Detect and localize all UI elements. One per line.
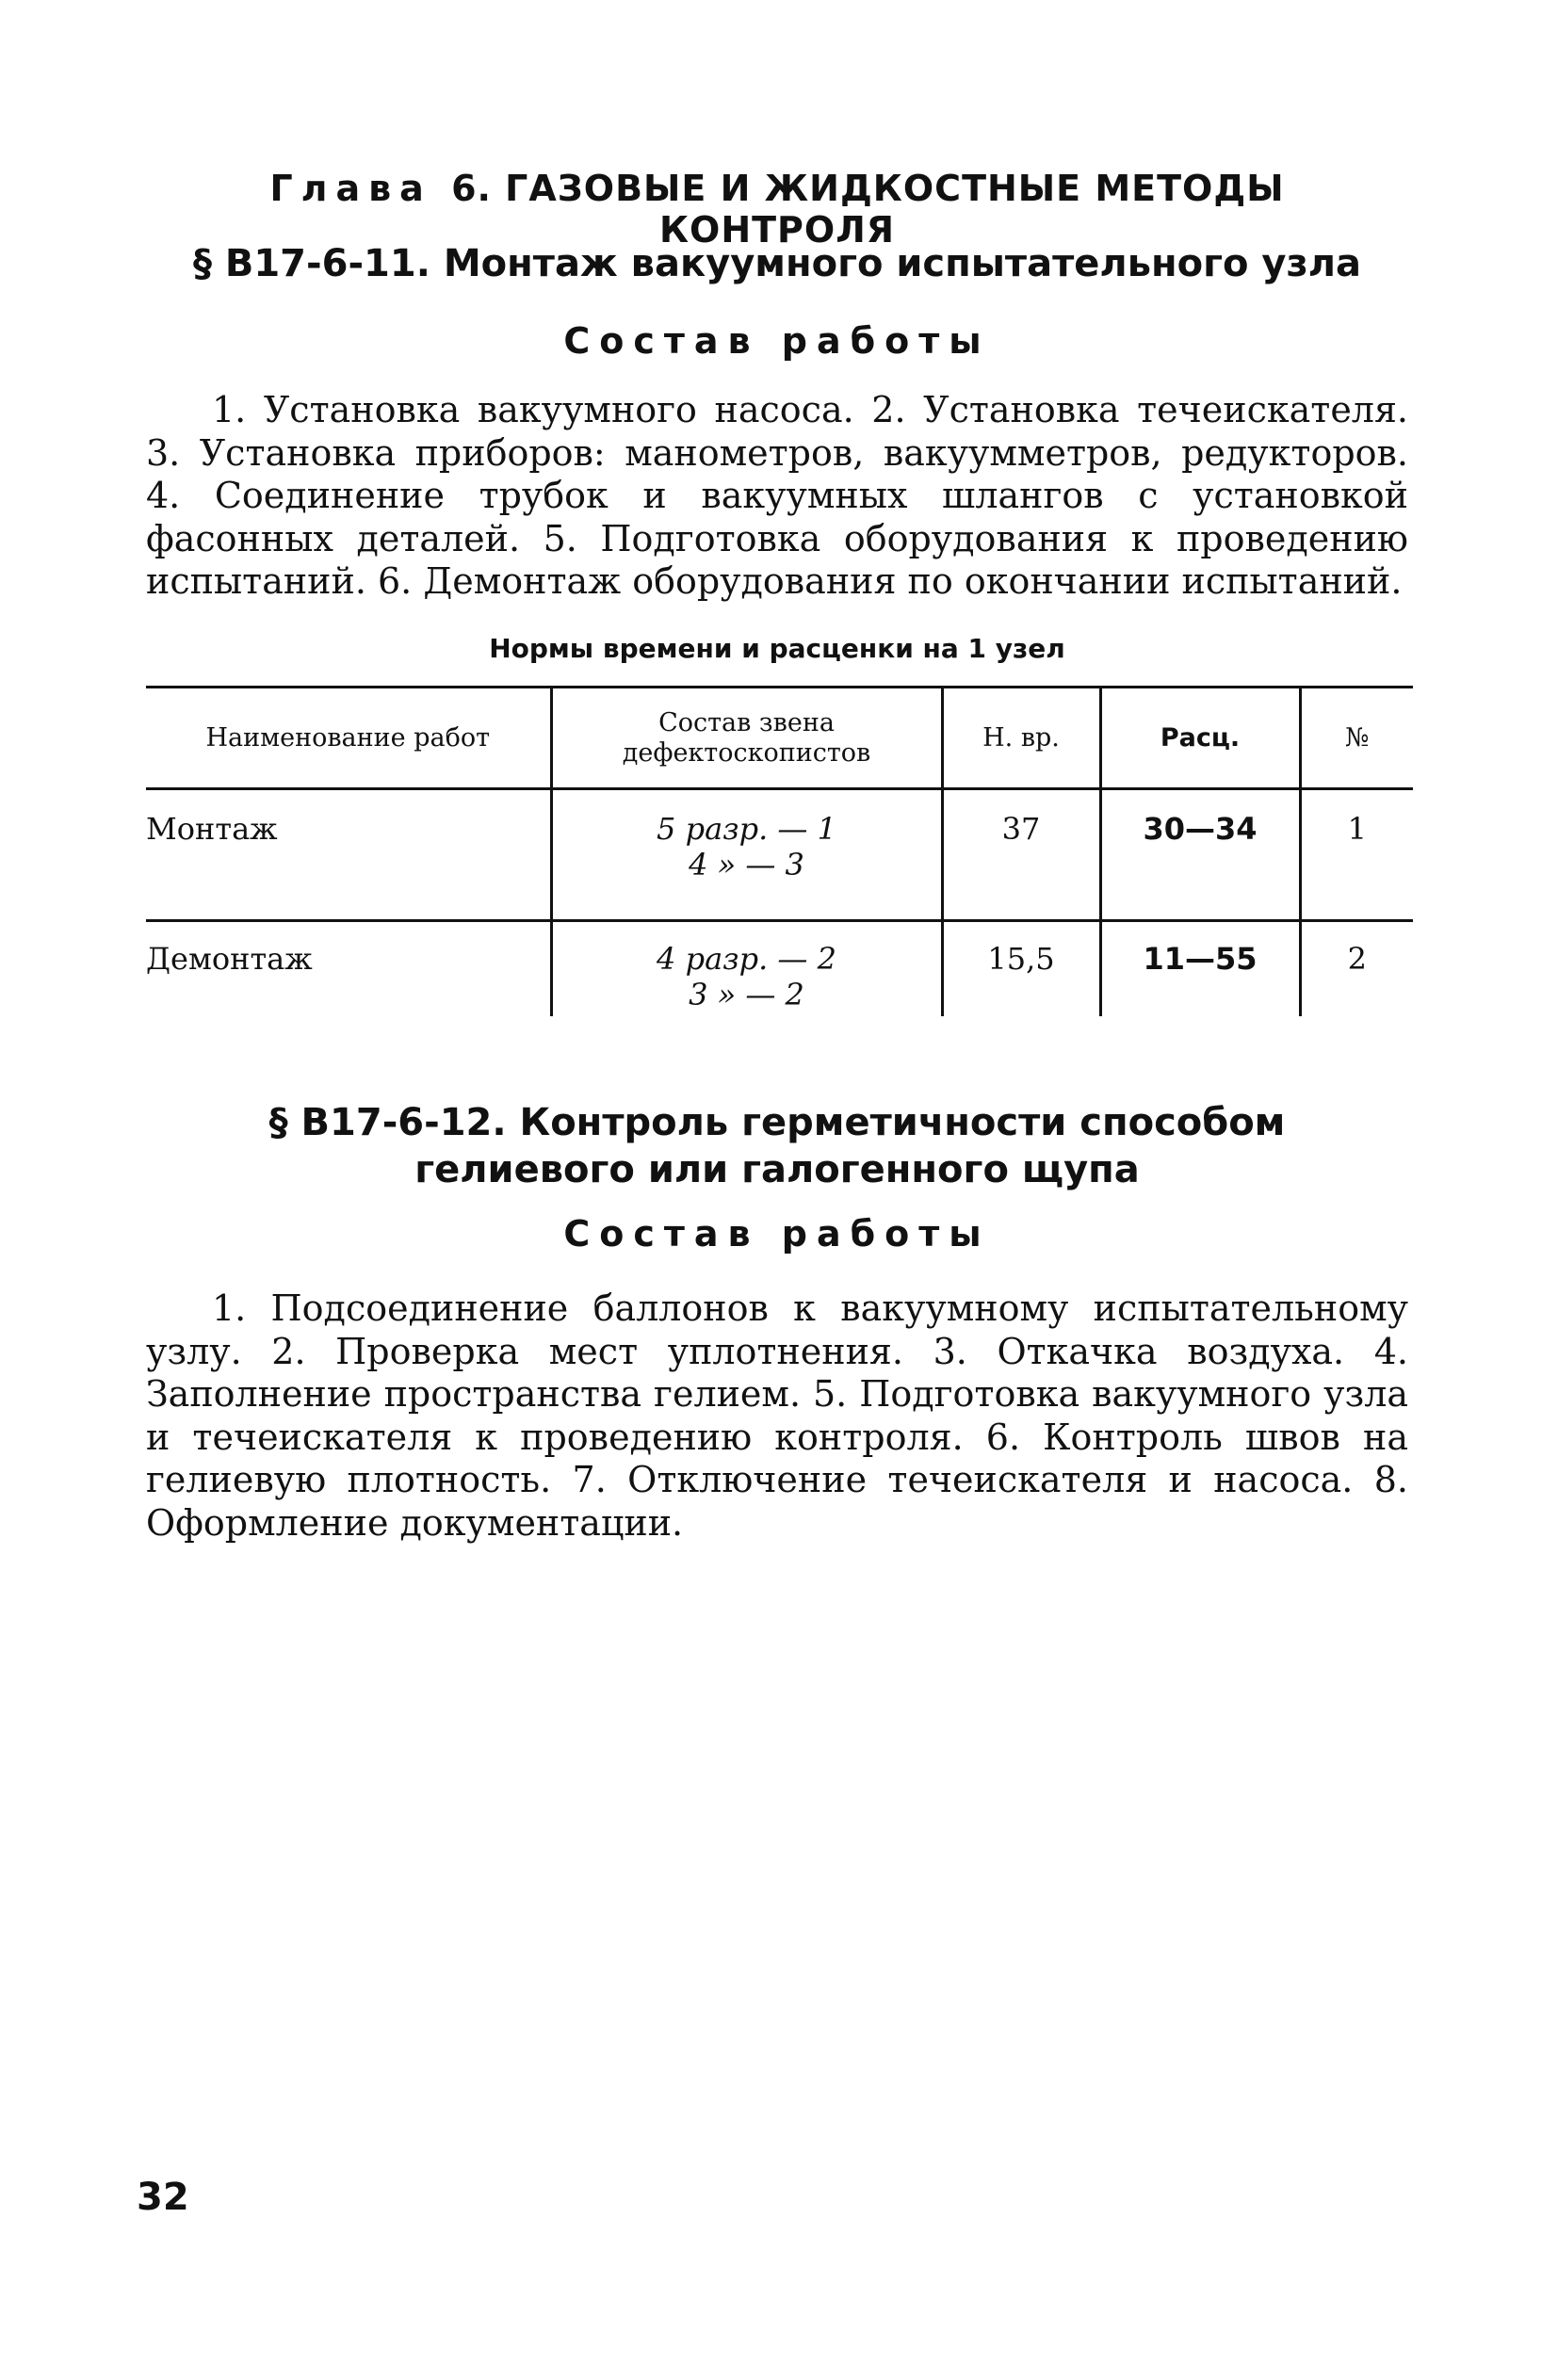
header-time: Н. вр. bbox=[942, 688, 1100, 789]
cell-crew-line2: 3 » — 2 bbox=[689, 977, 804, 1012]
chapter-heading bbox=[151, 168, 1404, 251]
header-crew-line2: дефектоскопистов bbox=[622, 737, 871, 768]
cell-rate: 11—55 bbox=[1100, 921, 1300, 1017]
section-title-b17-6-12 bbox=[151, 1099, 1404, 1193]
cell-number: 2 bbox=[1300, 921, 1413, 1017]
section-title-line2: гелиевого или галогенного щупа bbox=[414, 1148, 1140, 1191]
page-number: 32 bbox=[137, 2176, 189, 2219]
section-title-line1: § В17-6-12. Контроль герметичности способом bbox=[268, 1101, 1286, 1144]
cell-crew-line1: 4 разр. — 2 bbox=[657, 941, 836, 977]
norms-table bbox=[146, 686, 1413, 1016]
cell-name: Монтаж bbox=[146, 789, 551, 921]
work-composition-heading-1: Состав работы bbox=[563, 320, 991, 362]
cell-crew-line1: 5 разр. — 1 bbox=[657, 811, 836, 847]
work-composition-text-2: 1. Подсоединение баллонов к вакуумному испытательному узлу. 2. Проверка мест уплотнения. 3. Откачка воздуха. 4. Заполнение пространства гелием. 5. Подготовка вакуумного узла и течеискателя к проведению контроля. 6. Контроль швов на гелиевую плотность. 7. Отключение течеискателя и насоса. 8. Оформление документации. bbox=[146, 1287, 1408, 1544]
cell-time: 15,5 bbox=[942, 921, 1100, 1017]
table-row bbox=[146, 789, 1413, 921]
header-number: № bbox=[1300, 688, 1413, 789]
chapter-prefix: Глава bbox=[269, 168, 432, 209]
section-title-b17-6-11: § В17-6-11. Монтаж вакуумного испытательного узла bbox=[192, 242, 1362, 285]
cell-time: 37 bbox=[942, 789, 1100, 921]
work-composition-heading-2: Состав работы bbox=[563, 1213, 991, 1255]
table-header-row bbox=[146, 688, 1413, 789]
work-composition-text-1: 1. Установка вакуумного насоса. 2. Установка течеискателя. 3. Установка приборов: манометров, вакуумметров, редукторов. 4. Соединение трубок и вакуумных шлангов с установкой фасонных деталей. 5. Подготовка оборудования к проведению испытаний. 6. Демонтаж оборудования по окончании испытаний. bbox=[146, 389, 1408, 602]
header-crew bbox=[551, 688, 942, 789]
chapter-title: 6. ГАЗОВЫЕ И ЖИДКОСТНЫЕ МЕТОДЫ КОНТРОЛЯ bbox=[451, 168, 1285, 251]
cell-crew bbox=[551, 921, 942, 1017]
header-rate: Расц. bbox=[1100, 688, 1300, 789]
table-row bbox=[146, 921, 1413, 1017]
header-name: Наименование работ bbox=[146, 688, 551, 789]
cell-number: 1 bbox=[1300, 789, 1413, 921]
header-crew-line1: Состав звена bbox=[658, 707, 835, 737]
cell-name: Демонтаж bbox=[146, 941, 313, 977]
table-caption: Нормы времени и расценки на 1 узел bbox=[489, 633, 1065, 664]
cell-crew bbox=[551, 789, 942, 921]
cell-crew-line2: 4 » — 3 bbox=[689, 847, 804, 882]
cell-rate: 30—34 bbox=[1100, 789, 1300, 921]
